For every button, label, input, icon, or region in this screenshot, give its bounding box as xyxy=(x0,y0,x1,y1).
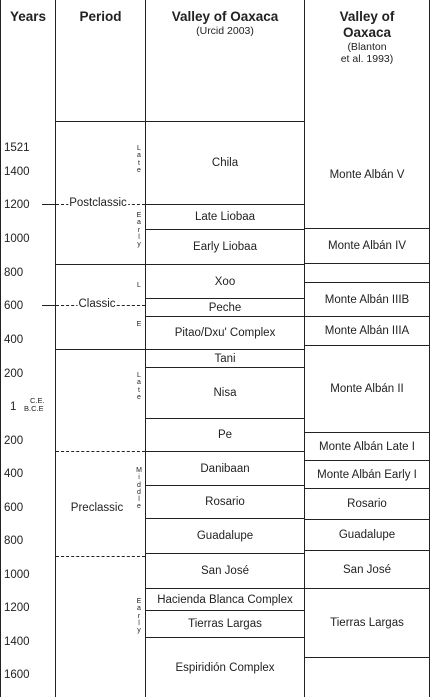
urcid-phase: Tierras Largas xyxy=(188,618,262,630)
header-urcid-title: Valley of Oaxaca xyxy=(171,9,279,24)
blanton-phase: Monte Albán IV xyxy=(328,240,406,252)
header-blanton-citation-2: et al. 1993) xyxy=(340,53,394,65)
year-label: 400 xyxy=(4,468,24,480)
urcid-phase: Espiridión Complex xyxy=(175,661,275,674)
blanton-phase: Monte Albán V xyxy=(329,169,405,181)
header-blanton-citation-1: (Blanton xyxy=(347,41,387,53)
subperiod-preclassic-middle: M i d d l e xyxy=(136,467,142,511)
year-label: 1200 xyxy=(4,602,30,614)
header-period: Period xyxy=(79,9,122,24)
urcid-phase: Pe xyxy=(217,429,233,441)
urcid-phase: Xoo xyxy=(214,275,236,288)
year-label: 800 xyxy=(4,535,24,547)
header-urcid xyxy=(146,9,304,37)
left-border xyxy=(0,0,1,697)
period-boundary xyxy=(55,264,145,265)
year-label: 800 xyxy=(4,267,24,279)
period-preclassic: Preclassic xyxy=(70,502,124,514)
preclassic-middle-early-divider xyxy=(56,556,145,557)
year-label: 1000 xyxy=(4,569,30,581)
blanton-boundary xyxy=(304,263,430,264)
urcid-phase: Chila xyxy=(211,157,239,169)
year-label: 200 xyxy=(4,435,24,447)
period-classic: Classic xyxy=(78,298,116,310)
urcid-phase: Rosario xyxy=(205,496,245,508)
urcid-phase: Hacienda Blanca Complex xyxy=(157,593,293,606)
subperiod-classic-late: L xyxy=(137,282,141,289)
year-label: 600 xyxy=(4,502,24,514)
blanton-phase: Tierras Largas xyxy=(330,617,404,629)
header-blanton-title-1: Valley of xyxy=(339,9,395,24)
year-tick xyxy=(42,305,55,306)
header-urcid-citation: (Urcid 2003) xyxy=(196,25,254,37)
year-label: 1 xyxy=(10,401,17,413)
subperiod-classic-early: E xyxy=(136,321,142,328)
period-boundary xyxy=(55,349,145,350)
urcid-phase: Danibaan xyxy=(200,462,250,475)
blanton-phase: Monte Albán IIIA xyxy=(324,325,410,337)
blanton-phase: Rosario xyxy=(347,498,387,510)
era-bce-label: B.C.E xyxy=(24,404,44,413)
urcid-phase: Tani xyxy=(214,352,236,365)
era-ce-label: C.E. xyxy=(30,396,45,405)
year-label: 600 xyxy=(4,300,24,312)
year-label: 1600 xyxy=(4,669,30,681)
blanton-phase: San José xyxy=(343,563,391,576)
urcid-phase: Nisa xyxy=(213,387,237,399)
blanton-phase: Monte Albán II xyxy=(330,383,404,395)
year-label: 1400 xyxy=(4,166,30,178)
year-label: 1000 xyxy=(4,233,30,245)
urcid-phase: San José xyxy=(201,565,249,577)
blanton-boundary xyxy=(304,657,430,658)
header-blanton-title-2: Oaxaca xyxy=(342,25,392,40)
year-label: 200 xyxy=(4,368,24,380)
blanton-phase: Monte Albán IIIB xyxy=(324,293,410,306)
subperiod-preclassic-early: E a r l y xyxy=(136,598,142,635)
urcid-phase: Early Liobaa xyxy=(193,241,257,253)
year-label: 400 xyxy=(4,334,24,346)
urcid-phase: Guadalupe xyxy=(196,530,254,542)
header-blanton xyxy=(305,9,429,65)
year-label: 1521 xyxy=(4,142,30,154)
blanton-phase: Monte Albán Late I xyxy=(319,440,415,453)
urcid-phase: Peche xyxy=(208,301,242,314)
period-postclassic: Postclassic xyxy=(69,197,127,209)
year-tick xyxy=(42,204,55,205)
header-years: Years xyxy=(9,9,47,24)
subperiod-postclassic-late: L a t e xyxy=(137,145,141,174)
urcid-phase: Late Liobaa xyxy=(194,211,256,223)
year-label: 1200 xyxy=(4,199,30,211)
preclassic-late-middle-divider xyxy=(56,451,145,452)
urcid-phase: Pitao/Dxu' Complex xyxy=(174,327,276,339)
blanton-phase: Monte Albán Early I xyxy=(317,468,417,481)
year-label: 1400 xyxy=(4,636,30,648)
subperiod-postclassic-early: E a r l y xyxy=(136,212,142,249)
blanton-phase: Guadalupe xyxy=(338,529,396,541)
subperiod-preclassic-late: L a t e xyxy=(137,372,141,401)
